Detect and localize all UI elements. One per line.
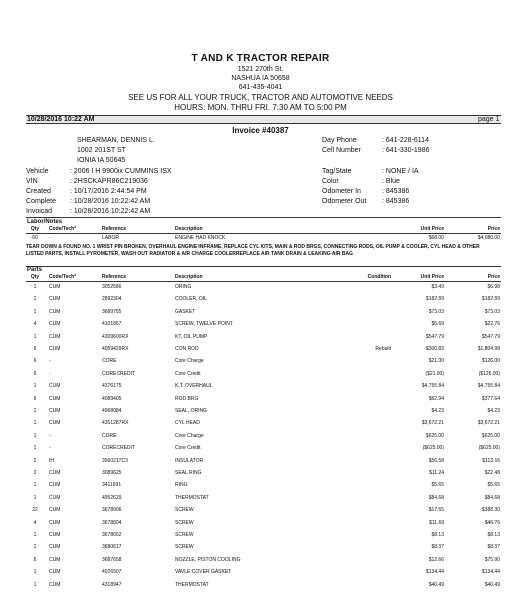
part-description: INSULATOR <box>175 457 204 464</box>
part-unit-price: $12.66 <box>428 556 444 563</box>
part-unit-price: $8.13 <box>431 532 444 538</box>
part-description: SCREW, TWELVE POINT <box>175 321 233 328</box>
labor-col-code: Code/Tech* <box>49 226 77 232</box>
part-unit-price: $5.65 <box>431 482 444 489</box>
parts-col-qty: Qty <box>30 274 40 280</box>
part-code: CUM <box>49 507 61 514</box>
part-reference: 3411691 <box>102 482 122 489</box>
part-description: THERMOSTAT <box>175 494 209 501</box>
part-unit-price: $182.89 <box>425 296 444 303</box>
cell-number-label: Cell Number <box>322 147 361 154</box>
part-description: GASKET <box>175 308 196 315</box>
part-unit-price: $56.58 <box>428 457 444 464</box>
part-price: $182.89 <box>481 296 500 303</box>
part-unit-price: $625.00 <box>425 432 444 439</box>
print-timestamp: 10/28/2016 10:22 AM <box>27 116 95 123</box>
part-reference: 4318947 <box>102 581 122 588</box>
company-name: T AND K TRACTOR REPAIR <box>191 53 330 64</box>
tag-state-value: : NONE / IA <box>382 168 419 175</box>
labor-col-reference: Reference <box>102 226 127 232</box>
part-qty: 1 <box>33 494 37 501</box>
part-reference: 4101867 <box>102 321 122 328</box>
labor-divider <box>26 217 501 218</box>
parts-divider <box>26 266 501 267</box>
print-date-bar <box>26 115 501 124</box>
part-qty: 1 <box>33 333 37 340</box>
day-phone-label: Day Phone <box>322 137 357 144</box>
part-description: VAVLE COVER GASKET <box>175 569 232 576</box>
part-unit-price: $11.24 <box>429 470 444 476</box>
part-qty: 6 <box>33 346 37 352</box>
part-reference: 4351287RX <box>102 420 129 427</box>
part-reference: 4059429RX <box>102 346 129 352</box>
part-unit-price: $73.03 <box>428 308 444 315</box>
part-code: CUM <box>49 556 61 563</box>
customer-name: SHEARMAN, DENNIS L. <box>77 137 155 144</box>
odometer-out-value: : 845386 <box>382 198 410 205</box>
part-price: $22.48 <box>484 470 500 476</box>
company-city: NASHUA IA 50658 <box>231 75 290 82</box>
parts-col-reference: Reference <box>102 274 127 280</box>
part-reference: 4376175 <box>102 383 122 390</box>
part-code: CUM <box>49 532 61 538</box>
part-reference: 4968084 <box>102 408 122 414</box>
company-slogan: SEE US FOR ALL YOUR TRUCK, TRACTOR AND AUTOMOTIVE NEEDS <box>128 93 393 102</box>
part-code: CUM <box>49 470 61 476</box>
labor-unit-price: $68.00 <box>428 235 444 241</box>
tag-state-label: Tag/State <box>322 168 352 175</box>
customer-address-line1: 1002 201ST ST <box>77 147 126 154</box>
part-code: CUM <box>49 544 61 551</box>
part-price: $46.76 <box>484 519 500 526</box>
part-reference: 3687658 <box>102 556 122 563</box>
part-reference: CORE <box>102 432 117 439</box>
part-qty: 1 <box>33 445 37 452</box>
part-reference: 3689755 <box>102 308 122 315</box>
part-reference: 3678804 <box>102 519 122 526</box>
vin-label: VIN <box>26 178 38 185</box>
part-unit-price: $5.69 <box>431 321 444 328</box>
part-qty: 1 <box>33 408 37 414</box>
part-price: $113.16 <box>482 457 500 464</box>
part-reference: 3680617 <box>102 544 122 551</box>
created-label: Created <box>26 188 51 195</box>
part-qty: 6 <box>33 358 37 365</box>
part-description: SCREW <box>175 507 194 514</box>
part-code: CUM <box>49 420 61 427</box>
part-unit-price: $17.65 <box>428 507 444 514</box>
odometer-in-value: : 845386 <box>382 188 410 195</box>
part-qty: 4 <box>33 321 37 328</box>
labor-section-title: Labor/Notes <box>27 219 63 225</box>
part-qty: 2 <box>33 470 37 476</box>
vehicle-value: : 2006 I H 9900ix CUMMINS ISX <box>70 168 172 175</box>
part-description: CYL HEAD <box>175 420 200 427</box>
part-qty: 1 <box>33 569 37 576</box>
part-qty: 1 <box>33 284 37 290</box>
part-code: - <box>49 432 51 439</box>
part-qty: 1 <box>33 482 37 489</box>
part-reference: 3089625 <box>102 470 122 476</box>
part-code: IH <box>49 457 54 464</box>
part-code: CUM <box>49 569 61 576</box>
created-value: : 10/17/2016 2:44:54 PM <box>70 188 147 195</box>
part-price: ($625.00) <box>478 445 500 452</box>
complete-label: Complete <box>26 198 56 205</box>
day-phone-value: : 641-228-6114 <box>382 137 429 144</box>
part-unit-price: $84.68 <box>428 494 444 501</box>
part-reference: CORE <box>102 358 117 365</box>
part-price: $22.76 <box>484 321 500 328</box>
part-reference: 3560217C3 <box>102 457 128 464</box>
part-qty: 1 <box>33 432 37 439</box>
part-unit-price: $300.83 <box>425 346 444 352</box>
invoiced-label: Invoicad <box>26 208 53 215</box>
color-value: : Blue <box>382 178 400 185</box>
part-price: $5.65 <box>487 482 500 489</box>
part-code: CUM <box>49 408 61 414</box>
part-unit-price: $11.69 <box>429 519 444 526</box>
part-reference: 3678652 <box>102 532 122 538</box>
invoice-number: Invoice #40387 <box>232 126 289 135</box>
part-description: ORING <box>175 284 192 290</box>
part-description: SEAL, ORING <box>175 408 207 414</box>
invoiced-value: : 10/28/2016 10:22:42 AM <box>70 208 151 215</box>
part-unit-price: $3.49 <box>431 284 444 290</box>
part-unit-price: $134.44 <box>425 569 444 576</box>
part-price: $40.49 <box>484 581 500 588</box>
part-code: CUM <box>49 321 61 328</box>
part-price: $547.79 <box>481 333 500 340</box>
parts-col-price: Price <box>487 274 500 280</box>
labor-price: $4,080.00 <box>477 235 500 241</box>
odometer-out-label: Odometer Out <box>322 198 367 205</box>
part-description: Core Charge <box>175 358 204 365</box>
part-description: ROD BRG <box>175 395 199 402</box>
part-code: CUM <box>49 308 61 315</box>
part-reference: CORECREDIT <box>102 370 136 377</box>
part-reference: 4026507 <box>102 569 122 576</box>
labor-description: ENGINE HAD KNOCK <box>175 235 226 241</box>
part-description: KT, OIL PUMP <box>175 333 208 340</box>
part-qty: 1 <box>33 308 37 315</box>
part-unit-price: ($625.00) <box>422 445 444 452</box>
part-code: - <box>49 370 51 377</box>
part-price: $134.44 <box>481 569 500 576</box>
part-price: $73.03 <box>484 308 500 315</box>
part-qty: 1 <box>33 544 37 551</box>
part-unit-price: $4,755.84 <box>421 383 444 390</box>
part-qty: 1 <box>33 296 37 303</box>
part-description: SCREW <box>175 519 194 526</box>
cell-number-value: : 641-330-1986 <box>382 147 430 154</box>
part-unit-price: ($21.00) <box>425 370 444 377</box>
part-description: NOZZLE, PISTON COOLING <box>175 556 241 563</box>
labor-note: TEAR DOWN & FOUND NO. 1 WRIST PIN BROKEN, OVERHAUL ENGINE INFRAME, REPLACE CYL KITS, MAIN & ROD BRGS, CONNECTING RODS, OIL PUMP & COOLER, CYL HEAD & OTHER LISTED PARTS, INSTALL PYROMETER, WASH OUT RADIATOR & AIR CHARGE COOLERREPLACE AIR TANK DRAIN & LEAKING AIR BAG <box>26 244 480 257</box>
part-qty: 1 <box>33 581 37 588</box>
part-price: $388.30 <box>481 507 500 514</box>
part-reference: CORECREDIT <box>102 445 136 452</box>
part-qty: 6 <box>33 395 37 402</box>
part-code: CUM <box>49 284 61 290</box>
part-reference: 4309600RX <box>102 333 129 340</box>
part-unit-price: $21.00 <box>428 358 444 365</box>
part-description: Core Credit <box>175 370 201 377</box>
part-description: K.T. OVERHAUL <box>175 383 213 390</box>
part-reference: 2892304 <box>102 296 122 303</box>
parts-section-title: Parts <box>27 267 43 273</box>
part-qty: 6 <box>33 370 37 377</box>
labor-col-qty: Qty <box>30 226 40 232</box>
part-description: SCREW <box>175 544 194 551</box>
part-code: CUM <box>49 519 61 526</box>
part-reference: 3678906 <box>102 507 122 514</box>
vehicle-label: Vehicle <box>26 168 49 175</box>
part-price: $625.00 <box>481 432 500 439</box>
part-code: - <box>49 358 51 365</box>
part-price: $126.00 <box>481 358 500 365</box>
part-qty: 6 <box>33 556 37 563</box>
odometer-in-label: Odometer In <box>322 188 361 195</box>
labor-reference: LABOR <box>102 235 119 241</box>
company-hours: HOURS: MON. THRU FRI. 7:30 AM TO 5:00 PM <box>174 103 347 112</box>
part-reference: 3052586 <box>102 284 122 290</box>
complete-value: : 10/28/2016 10:22:42 AM <box>70 198 151 205</box>
company-phone: 641-435-4041 <box>238 84 283 91</box>
part-price: $4.23 <box>487 408 500 414</box>
labor-header-rule <box>26 233 501 234</box>
part-qty: 2 <box>33 457 37 464</box>
part-description: CON ROD <box>175 346 199 352</box>
part-price: $75.90 <box>484 556 500 563</box>
part-code: CUM <box>49 395 61 402</box>
part-qty: 22 <box>32 507 38 514</box>
part-unit-price: $3,672.21 <box>421 420 444 427</box>
labor-code: - <box>49 235 51 241</box>
part-description: RING <box>175 482 188 489</box>
part-code: - <box>49 445 51 452</box>
part-qty: 1 <box>33 420 37 427</box>
part-code: CUM <box>49 296 61 303</box>
part-price: $4,755.84 <box>477 383 500 390</box>
part-description: Core Charge <box>175 432 204 439</box>
part-description: SEAL RING <box>175 470 202 476</box>
part-price: $8.13 <box>487 532 500 538</box>
part-price: $84.68 <box>484 494 500 501</box>
customer-address-line2: IONIA IA 50645 <box>77 157 126 164</box>
part-price: ($126.00) <box>478 370 500 377</box>
part-price: $3,672.21 <box>477 420 500 427</box>
part-code: CUM <box>49 494 61 501</box>
part-unit-price: $4.23 <box>431 408 444 414</box>
part-unit-price: $547.79 <box>425 333 444 340</box>
part-unit-price: $62.94 <box>428 395 444 402</box>
part-condition: Rebuilt <box>375 346 391 352</box>
part-price: $6.98 <box>487 284 500 290</box>
company-street: 1521 270th St. <box>237 66 284 73</box>
part-qty: 1 <box>33 383 37 390</box>
part-unit-price: $40.49 <box>428 581 444 588</box>
parts-col-condition: Condition <box>367 274 391 280</box>
part-code: CUM <box>49 346 61 352</box>
parts-header-rule <box>26 281 501 282</box>
part-description: Core Credit <box>175 445 201 452</box>
part-price: $1,804.98 <box>477 346 500 352</box>
labor-col-description: Description <box>175 226 203 232</box>
part-price: $8.37 <box>487 544 500 551</box>
part-reference: 4089405 <box>102 395 122 402</box>
part-qty: 4 <box>33 519 37 526</box>
part-description: COOLER, OIL <box>175 296 207 303</box>
part-price: $377.64 <box>481 395 500 402</box>
part-code: CUM <box>49 383 61 390</box>
parts-col-description: Description <box>175 274 203 280</box>
part-code: CUM <box>49 333 61 340</box>
part-reference: 4952629 <box>102 494 122 501</box>
labor-col-price: Price <box>487 226 500 232</box>
color-label: Color <box>322 178 339 185</box>
labor-col-unit-price: Unit Price <box>420 226 444 232</box>
parts-col-code: Code/Tech* <box>49 274 77 280</box>
part-qty: 1 <box>33 532 37 538</box>
page-number: page 1 <box>478 116 500 123</box>
part-description: SCREW <box>175 532 194 538</box>
vin-value: : 2HSCKAPR86C219036 <box>70 178 148 185</box>
part-code: CUM <box>49 482 61 489</box>
part-description: THERMOSTAT <box>175 581 209 588</box>
part-code: CUM <box>49 581 61 588</box>
parts-col-unit-price: Unit Price <box>420 274 444 280</box>
labor-qty: 60 <box>32 235 38 241</box>
part-unit-price: $8.37 <box>431 544 444 551</box>
